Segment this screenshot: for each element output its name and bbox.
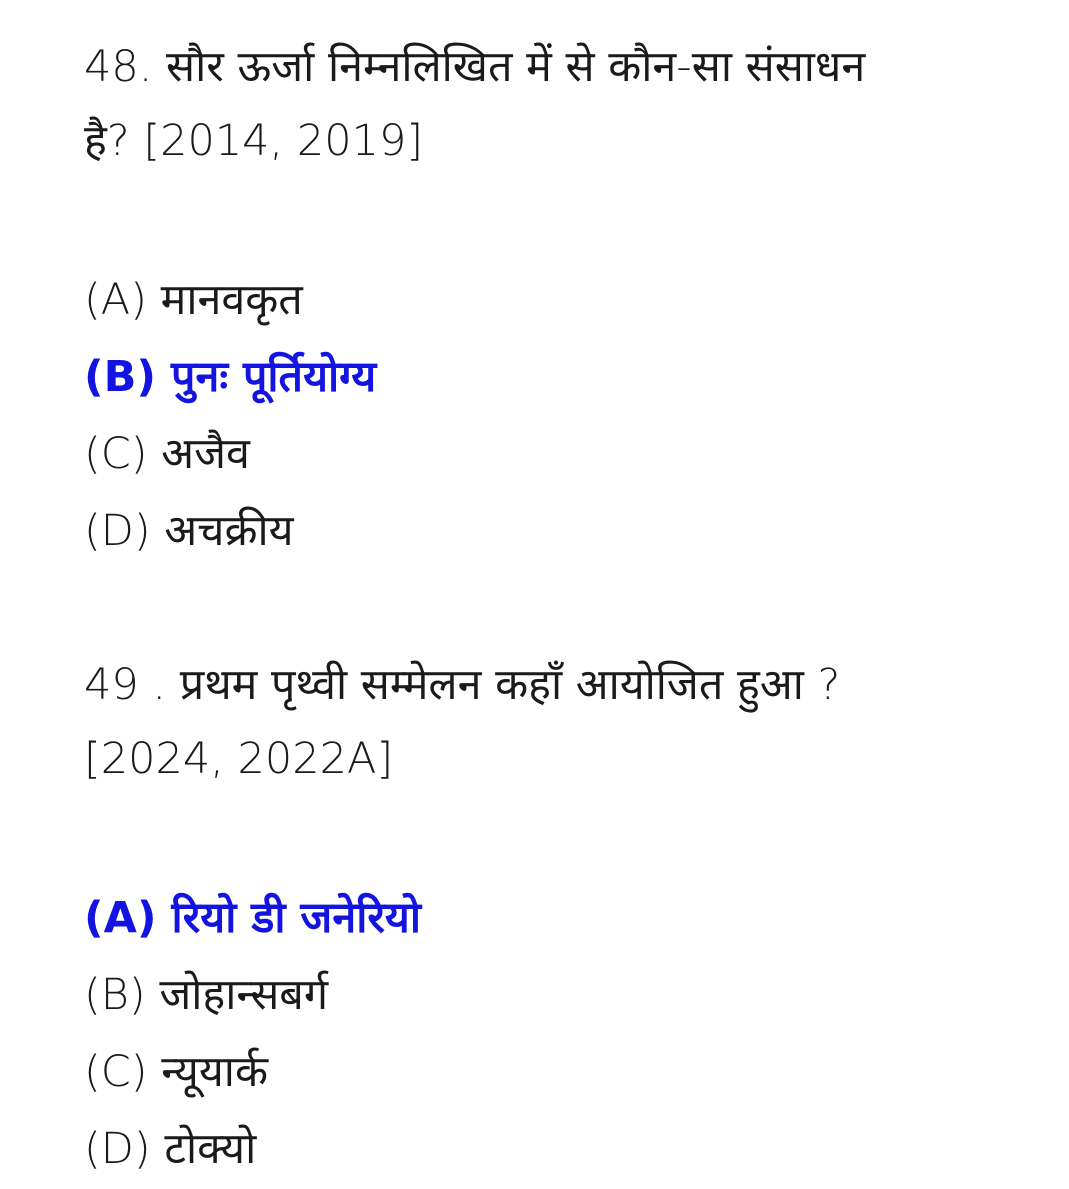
options-list: [84, 262, 1044, 570]
question-49: [84, 648, 1044, 1188]
option-c: (C) न्यूयार्क: [84, 1047, 268, 1097]
question-text: [84, 30, 1044, 178]
question-text-line: है? [2014, 2019]: [84, 116, 424, 166]
option-c: (C) अजैव: [84, 429, 250, 479]
question-text-line: 49 . प्रथम पृथ्वी सम्मेलन कहाँ आयोजित हुआ ?: [84, 660, 841, 710]
option-d: (D) अचक्रीय: [84, 506, 294, 556]
options-list: [84, 880, 1044, 1188]
question-text-line: 48. सौर ऊर्जा निम्नलिखित में से कौन-सा संसाधन: [84, 42, 866, 92]
option-b-correct: (B) पुनः पूर्तियोग्य: [84, 352, 377, 402]
quiz-page: [84, 30, 1044, 1188]
question-text: [84, 648, 1044, 796]
option-a-correct: (A) रियो डी जनेरियो: [84, 893, 422, 943]
question-48: [84, 30, 1044, 570]
option-a: (A) मानवकृत: [84, 275, 303, 325]
option-d: (D) टोक्यो: [84, 1124, 257, 1174]
option-b: (B) जोहान्सबर्ग: [84, 970, 329, 1020]
question-text-line: [2024, 2022A]: [84, 734, 394, 784]
